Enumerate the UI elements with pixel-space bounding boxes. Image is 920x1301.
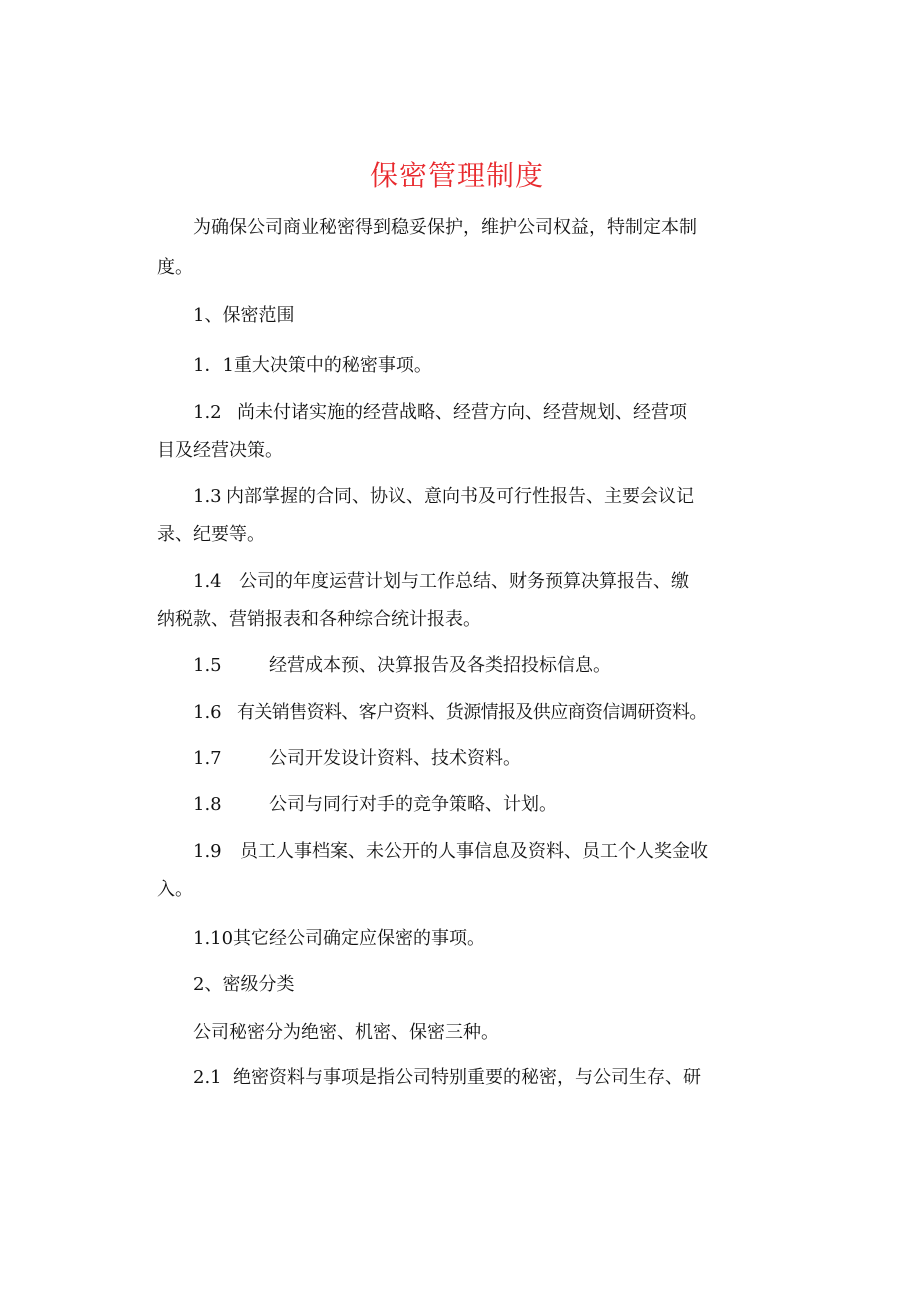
item-number: 1.5: [193, 655, 222, 676]
item-text: 有关销售资料、客户资料、货源情报及供应商资信调研资料。: [237, 702, 707, 723]
list-item: [193, 399, 687, 427]
section-2-heading: 2、密级分类: [193, 974, 295, 995]
section-2-paragraph: 公司秘密分为绝密、机密、保密三种。: [193, 1022, 499, 1043]
list-item: [193, 838, 708, 866]
section-1-heading: 1、保密范围: [193, 305, 295, 326]
item-text: 公司开发设计资料、技术资料。: [269, 748, 521, 769]
item-number: 1.9: [193, 841, 222, 862]
item-number: 1.8: [193, 794, 222, 815]
list-item: [193, 568, 689, 596]
intro-line-2: 度。: [157, 257, 193, 278]
item-text: 员工人事档案、未公开的人事信息及资料、员工个人奖金收: [240, 841, 708, 862]
item-text: 尚未付诸实施的经营战略、经营方向、经营规划、经营项: [237, 402, 687, 423]
item-continuation: 录、纪要等。: [157, 524, 265, 545]
item-text: 经营成本预、决算报告及各类招投标信息。: [269, 655, 611, 676]
item-number: 1.6: [193, 702, 222, 723]
item-number: 1．1: [193, 355, 234, 376]
item-number: 1.2: [193, 402, 222, 423]
list-item: [193, 745, 521, 773]
list-item: [193, 1064, 701, 1092]
item-number: 1.3: [193, 486, 222, 507]
item-continuation: 纳税款、营销报表和各种综合统计报表。: [157, 609, 481, 630]
list-item: [193, 791, 557, 819]
item-number: 1.4: [193, 571, 222, 592]
list-item: [193, 925, 485, 953]
list-item: [193, 699, 707, 727]
item-text: 重大决策中的秘密事项。: [233, 355, 432, 376]
list-item: [193, 652, 611, 680]
item-number: 2.1: [193, 1067, 222, 1088]
page-title: 保密管理制度: [369, 159, 544, 192]
item-number: 1.10: [193, 928, 234, 949]
item-text: 公司的年度运营计划与工作总结、财务预算决算报告、缴: [239, 571, 689, 592]
intro-line-1: 为确保公司商业秘密得到稳妥保护，维护公司权益，特制定本制: [193, 217, 697, 238]
item-number: 1.7: [193, 748, 222, 769]
item-continuation: 入。: [157, 879, 193, 900]
list-item: [193, 352, 432, 380]
item-text: 公司与同行对手的竞争策略、计划。: [269, 794, 557, 815]
item-text: 其它经公司确定应保密的事项。: [233, 928, 485, 949]
item-continuation: 目及经营决策。: [157, 440, 283, 461]
item-text: 内部掌握的合同、协议、意向书及可行性报告、主要会议记: [226, 486, 694, 507]
list-item: [193, 483, 694, 511]
item-text: 绝密资料与事项是指公司特别重要的秘密，与公司生存、研: [233, 1067, 701, 1088]
